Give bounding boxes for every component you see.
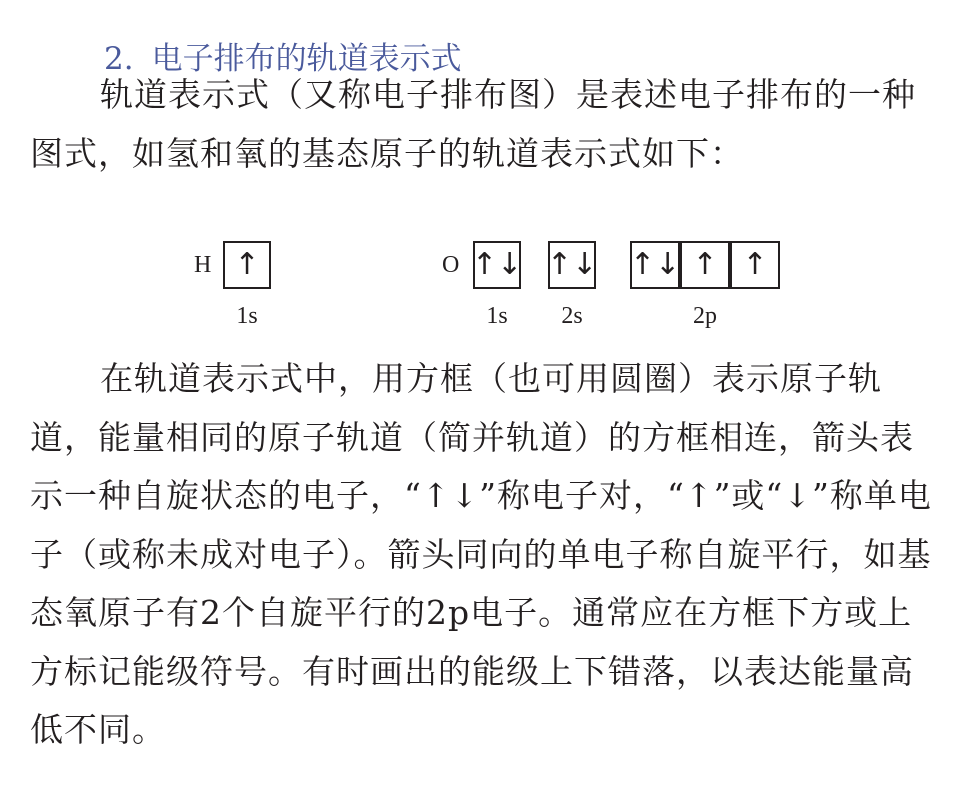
section-number: 2. bbox=[104, 40, 134, 77]
oxygen-2s-box: ↑↓ bbox=[548, 241, 596, 289]
intro-paragraph bbox=[30, 66, 942, 183]
hydrogen-symbol: H bbox=[194, 252, 212, 278]
section-title: 电子排布的轨道表示式 bbox=[151, 40, 462, 77]
oxygen-2p-box-3: ↑ bbox=[730, 241, 780, 289]
hydrogen-1s-box: ↑ bbox=[223, 241, 271, 289]
explanation-text: 在轨道表示式中，用方框（也可用圆圈）表示原子轨道，能量相同的原子轨道（简并轨道）的方框相连，箭头表示一种自旋状态的电子，“↑↓”称电子对，“↑”或“↓”称单电子（或称未成对电子）。箭头同向的单电子称自旋平行，如基态氧原子有2个自旋平行的2p电子。通常应在方框下方或上方标记能级符号。有时画出的能级上下错落，以表达能量高低不同。 bbox=[30, 359, 932, 749]
oxygen-2s-label: 2s bbox=[561, 303, 583, 329]
oxygen-2p-box-1: ↑↓ bbox=[630, 241, 680, 289]
oxygen-1s-box: ↑↓ bbox=[473, 241, 521, 289]
oxygen-2p-label: 2p bbox=[693, 303, 717, 329]
oxygen-2p-box-2: ↑ bbox=[680, 241, 730, 289]
orbital-diagram bbox=[0, 236, 969, 336]
oxygen-1s-label: 1s bbox=[486, 303, 508, 329]
oxygen-symbol: O bbox=[442, 252, 460, 278]
intro-text: 轨道表示式（又称电子排布图）是表述电子排布的一种图式，如氢和氧的基态原子的轨道表示式如下： bbox=[30, 75, 916, 173]
explanation-paragraph bbox=[30, 350, 942, 760]
hydrogen-1s-label: 1s bbox=[236, 303, 258, 329]
